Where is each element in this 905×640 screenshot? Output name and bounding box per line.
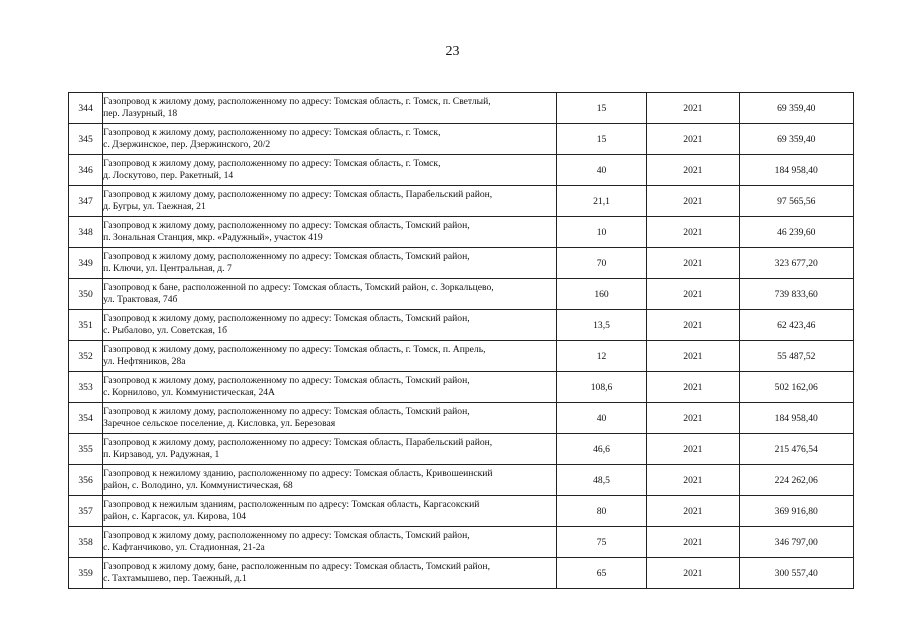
length-cell: 65 [556,558,646,589]
cost-cell: 97 565,56 [739,186,853,217]
year-cell: 2021 [647,217,739,248]
row-number-cell: 346 [69,155,103,186]
description-line-1: Газопровод к нежилому зданию, расположенному по адресу: Томская область, Кривошеинский [103,468,493,479]
pipeline-table [68,92,854,589]
length-cell: 160 [556,279,646,310]
description-line-2: д. Бугры, ул. Таежная, 21 [103,201,206,212]
description-cell [103,558,557,589]
table-row [69,248,854,279]
table-row [69,124,854,155]
cost-cell: 224 262,06 [739,465,853,496]
description-line-2: с. Рыбалово, ул. Советская, 1б [103,325,227,336]
description-cell [103,186,557,217]
length-cell: 13,5 [556,310,646,341]
description-cell [103,155,557,186]
table-row [69,279,854,310]
description-line-1: Газопровод к жилому дому, расположенному по адресу: Томская область, г. Томск, п. Апрель, [103,344,486,355]
length-cell: 70 [556,248,646,279]
row-number-cell: 357 [69,496,103,527]
year-cell: 2021 [647,341,739,372]
length-cell: 15 [556,93,646,124]
cost-cell: 346 797,00 [739,527,853,558]
row-number-cell: 355 [69,434,103,465]
description-line-1: Газопровод к жилому дому, расположенному по адресу: Томская область, Томский район, [103,530,470,541]
description-cell [103,248,557,279]
table-row [69,527,854,558]
description-line-2: п. Кирзавод, ул. Радужная, 1 [103,449,220,460]
description-cell [103,124,557,155]
row-number-cell: 351 [69,310,103,341]
table-row [69,558,854,589]
table-row [69,217,854,248]
description-line-1: Газопровод к бане, расположенной по адресу: Томская область, Томский район, с. Зоркальцево, [103,282,494,293]
length-cell: 10 [556,217,646,248]
description-line-1: Газопровод к жилому дому, расположенному по адресу: Томская область, Томский район, [103,220,470,231]
description-line-2: с. Тахтамышево, пер. Таежный, д.1 [103,573,247,584]
table-row [69,465,854,496]
year-cell: 2021 [647,496,739,527]
length-cell: 12 [556,341,646,372]
table-row [69,93,854,124]
description-line-1: Газопровод к жилому дому, расположенному по адресу: Томская область, г. Томск, [103,158,441,169]
description-cell [103,310,557,341]
description-line-1: Газопровод к жилому дому, расположенному по адресу: Томская область, г. Томск, [103,127,441,138]
description-line-2: ул. Нефтяников, 28а [103,356,186,367]
description-line-2: п. Ключи, ул. Центральная, д. 7 [103,263,232,274]
table-row [69,434,854,465]
length-cell: 15 [556,124,646,155]
description-line-2: д. Лоскутово, пер. Ракетный, 14 [103,170,234,181]
description-cell [103,341,557,372]
cost-cell: 55 487,52 [739,341,853,372]
length-cell: 40 [556,403,646,434]
description-line-2: с. Корнилово, ул. Коммунистическая, 24А [103,387,275,398]
description-cell [103,279,557,310]
description-cell [103,403,557,434]
length-cell: 108,6 [556,372,646,403]
year-cell: 2021 [647,372,739,403]
page-number: 23 [445,44,460,59]
row-number-cell: 353 [69,372,103,403]
year-cell: 2021 [647,279,739,310]
cost-cell: 323 677,20 [739,248,853,279]
year-cell: 2021 [647,124,739,155]
description-line-1: Газопровод к жилому дому, расположенному по адресу: Томская область, Томский район, [103,375,470,386]
row-number-cell: 359 [69,558,103,589]
table-row [69,186,854,217]
description-cell [103,93,557,124]
description-line-1: Газопровод к нежилым зданиям, расположенным по адресу: Томская область, Каргасокский [103,499,480,510]
year-cell: 2021 [647,527,739,558]
description-line-2: п. Зональная Станция, мкр. «Радужный», участок 419 [103,232,323,243]
cost-cell: 184 958,40 [739,155,853,186]
cost-cell: 62 423,46 [739,310,853,341]
row-number-cell: 354 [69,403,103,434]
description-line-1: Газопровод к жилому дому, расположенному по адресу: Томская область, Парабельский район, [103,189,493,200]
length-cell: 48,5 [556,465,646,496]
year-cell: 2021 [647,186,739,217]
description-line-1: Газопровод к жилому дому, расположенному по адресу: Томская область, г. Томск, п. Светлый, [103,96,491,107]
description-line-1: Газопровод к жилому дому, расположенному по адресу: Томская область, Парабельский район, [103,437,493,448]
length-cell: 40 [556,155,646,186]
cost-cell: 739 833,60 [739,279,853,310]
table-row [69,403,854,434]
cost-cell: 300 557,40 [739,558,853,589]
description-line-2: с. Кафтанчиково, ул. Стадионная, 21-2а [103,542,265,553]
description-line-2: с. Дзержинское, пер. Дзержинского, 20/2 [103,139,271,150]
length-cell: 21,1 [556,186,646,217]
description-line-2: район, с. Володино, ул. Коммунистическая, 68 [103,480,293,491]
row-number-cell: 347 [69,186,103,217]
length-cell: 75 [556,527,646,558]
description-line-1: Газопровод к жилому дому, расположенному по адресу: Томская область, Томский район, [103,251,470,262]
description-cell [103,217,557,248]
length-cell: 46,6 [556,434,646,465]
description-line-2: Заречное сельское поселение, д. Кисловка, ул. Березовая [103,418,336,429]
row-number-cell: 358 [69,527,103,558]
row-number-cell: 352 [69,341,103,372]
year-cell: 2021 [647,465,739,496]
year-cell: 2021 [647,93,739,124]
description-line-1: Газопровод к жилому дому, расположенному по адресу: Томская область, Томский район, [103,406,470,417]
cost-cell: 69 359,40 [739,93,853,124]
row-number-cell: 348 [69,217,103,248]
year-cell: 2021 [647,558,739,589]
cost-cell: 184 958,40 [739,403,853,434]
cost-cell: 46 239,60 [739,217,853,248]
row-number-cell: 356 [69,465,103,496]
description-line-1: Газопровод к жилому дому, бане, расположенным по адресу: Томская область, Томский район, [103,561,490,572]
table-row [69,341,854,372]
year-cell: 2021 [647,310,739,341]
description-cell [103,527,557,558]
year-cell: 2021 [647,155,739,186]
description-cell [103,434,557,465]
description-cell [103,372,557,403]
row-number-cell: 344 [69,93,103,124]
row-number-cell: 349 [69,248,103,279]
description-line-2: ул. Трактовая, 74б [103,294,178,305]
cost-cell: 69 359,40 [739,124,853,155]
table-row [69,372,854,403]
cost-cell: 502 162,06 [739,372,853,403]
cost-cell: 215 476,54 [739,434,853,465]
year-cell: 2021 [647,403,739,434]
row-number-cell: 345 [69,124,103,155]
description-line-2: пер. Лазурный, 18 [103,108,178,119]
table-row [69,155,854,186]
table-body [69,93,854,589]
length-cell: 80 [556,496,646,527]
description-cell [103,465,557,496]
year-cell: 2021 [647,248,739,279]
description-line-2: район, с. Каргасок, ул. Кирова, 104 [103,511,247,522]
description-line-1: Газопровод к жилому дому, расположенному по адресу: Томская область, Томский район, [103,313,470,324]
row-number-cell: 350 [69,279,103,310]
table-row [69,496,854,527]
table-row [69,310,854,341]
cost-cell: 369 916,80 [739,496,853,527]
description-cell [103,496,557,527]
year-cell: 2021 [647,434,739,465]
